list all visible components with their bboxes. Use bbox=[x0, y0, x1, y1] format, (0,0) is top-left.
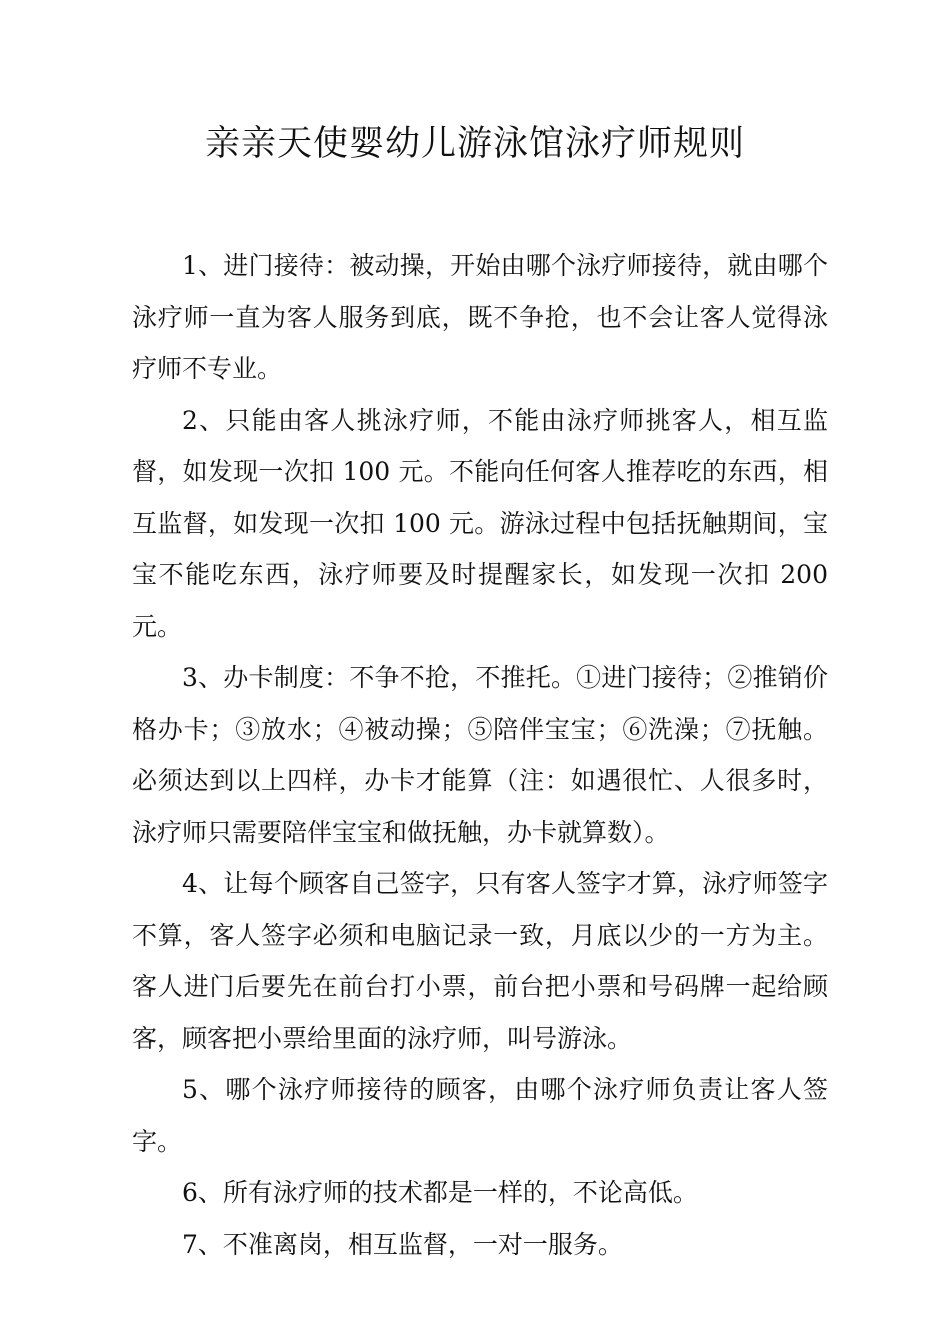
document-title: 亲亲天使婴幼儿游泳馆泳疗师规则 bbox=[204, 124, 745, 164]
rule-paragraph-4: 4、让每个顾客自己签字，只有客人签字才算，泳疗师签字不算，客人签字必须和电脑记录一致，月底以少的一方为主。客人进门后要先在前台打小票，前台把小票和号码牌一起给顾客，顾客把小票给里面的泳疗师，叫号游泳。 bbox=[132, 869, 828, 1053]
rule-paragraph-6: 6、所有泳疗师的技术都是一样的，不论高低。 bbox=[182, 1178, 698, 1207]
rule-paragraph-7: 7、不准离岗，相互监督，一对一服务。 bbox=[182, 1229, 623, 1259]
rule-paragraph-1: 1、进门接待：被动操，开始由哪个泳疗师接待，就由哪个泳疗师一直为客人服务到底，既不争抢，也不会让客人觉得泳疗师不专业。 bbox=[132, 251, 828, 383]
document-body bbox=[132, 240, 828, 1270]
rule-paragraph-2: 2、只能由客人挑泳疗师，不能由泳疗师挑客人，相互监督，如发现一次扣 100 元。不能向任何客人推荐吃的东西，相互监督，如发现一次扣 100 元。游泳过程中包括抚触期间，宝宝不能吃东西，泳疗师要及时提醒家长，如发现一次扣 200 元。 bbox=[132, 405, 828, 641]
rule-paragraph-5: 5、哪个泳疗师接待的顾客，由哪个泳疗师负责让客人签字。 bbox=[132, 1075, 828, 1156]
rule-paragraph-3: 3、办卡制度：不争不抢，不推托。①进门接待；②推销价格办卡；③放水；④被动操；⑤陪伴宝宝；⑥洗澡；⑦抚触。必须达到以上四样，办卡才能算（注：如遇很忙、人很多时，泳疗师只需要陪伴宝宝和做抚触，办卡就算数）。 bbox=[132, 663, 828, 847]
